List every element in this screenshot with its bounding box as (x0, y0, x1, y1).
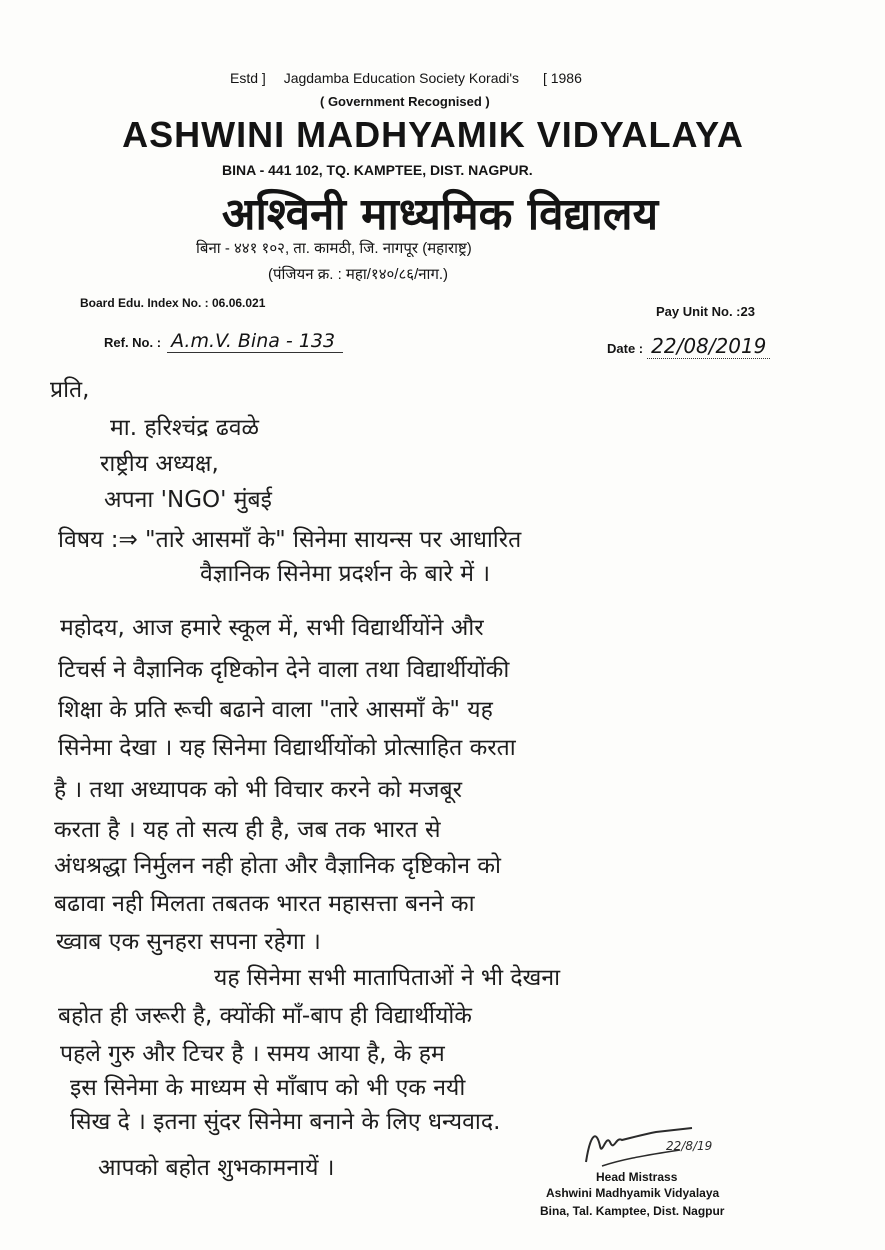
letter-line: पहले गुरु और टिचर है । समय आया है, के हम (60, 1041, 445, 1067)
signatory-address: Bina, Tal. Kamptee, Dist. Nagpur (540, 1204, 725, 1218)
signatory-title: Head Mistrass (596, 1170, 678, 1184)
letter-line: राष्ट्रीय अध्यक्ष, (100, 451, 219, 477)
signatory-school: Ashwini Madhyamik Vidyalaya (546, 1186, 720, 1200)
letter-line: इस सिनेमा के माध्यम से माँबाप को भी एक नयी (70, 1075, 466, 1101)
school-name-english: ASHWINI MADHYAMIK VIDYALAYA (122, 114, 744, 155)
school-address-hindi: बिना - ४४१ १०२, ता. कामठी, जि. नागपूर (महाराष्ट्र) (196, 240, 472, 257)
letter-line: सिख दे । इतना सुंदर सिनेमा बनाने के लिए धन्यवाद. (70, 1109, 501, 1135)
pay-unit: Pay Unit No. :23 (656, 304, 755, 319)
letter-line: विषय :⇒ "तारे आसमाँ के" सिनेमा सायन्स पर आधारित (58, 527, 522, 553)
registration-number: (पंजियन क्र. : महा/१४०/८६/नाग.) (268, 266, 449, 283)
estd-line (230, 70, 582, 86)
date-value: 22/08/2019 (647, 334, 770, 359)
school-name-hindi: अश्विनी माध्यमिक विद्यालय (221, 189, 659, 240)
letter-line: करता है । यह तो सत्य ही है, जब तक भारत से (54, 817, 441, 843)
ref-value: A.m.V. Bina - 133 (167, 330, 343, 353)
letter-line: आपको बहोत शुभकामनायें । (98, 1155, 335, 1181)
letter-line: सिनेमा देखा । यह सिनेमा विद्यार्थीयोंको प्रोत्साहित करता (58, 735, 516, 761)
letter-line: टिचर्स ने वैज्ञानिक दृष्टिकोन देने वाला तथा विद्यार्थीयोंकी (58, 657, 510, 683)
letter-line: वैज्ञानिक सिनेमा प्रदर्शन के बारे में । (200, 561, 491, 587)
ref-label: Ref. No. : (104, 335, 162, 350)
letter-line: यह सिनेमा सभी मातापिताओं ने भी देखना (214, 965, 561, 991)
signature-date: 22/8/19 (666, 1139, 713, 1153)
letter-line: बढावा नही मिलता तबतक भारत महासत्ता बनने का (54, 891, 475, 917)
letter-line: मा. हरिश्चंद्र ढवळे (110, 415, 260, 441)
recognition-text: ( Government Recognised ) (320, 94, 490, 109)
date-label: Date : (607, 341, 644, 356)
society-name: Jagdamba Education Society Koradi's (283, 70, 520, 86)
letter-line: प्रति, (50, 377, 90, 403)
letter-line: महोदय, आज हमारे स्कूल में, सभी विद्यार्थीयोंने और (60, 615, 484, 641)
letter-line: अंधश्रद्धा निर्मुलन नही होता और वैज्ञानिक दृष्टिकोन को (54, 853, 501, 879)
letter-line: बहोत ही जरूरी है, क्योंकी माँ-बाप ही विद्यार्थीयोंके (58, 1003, 472, 1029)
school-address-english: BINA - 441 102, TQ. KAMPTEE, DIST. NAGPUR. (222, 162, 533, 178)
signature-scribble (580, 1116, 713, 1172)
letter-line: शिक्षा के प्रति रूची बढाने वाला "तारे आसमाँ के" यह (58, 697, 493, 723)
letter-line: ख्वाब एक सुनहरा सपना रहेगा । (56, 929, 321, 955)
letter-date (607, 334, 770, 358)
estd-prefix: Estd ] (230, 70, 266, 86)
estd-year: [ 1986 (542, 70, 582, 86)
reference-number (104, 330, 343, 352)
letter-line: अपना 'NGO' मुंबई (104, 487, 272, 513)
board-index: Board Edu. Index No. : 06.06.021 (80, 296, 266, 310)
letter-line: है । तथा अध्यापक को भी विचार करने को मजबूर (54, 777, 463, 803)
